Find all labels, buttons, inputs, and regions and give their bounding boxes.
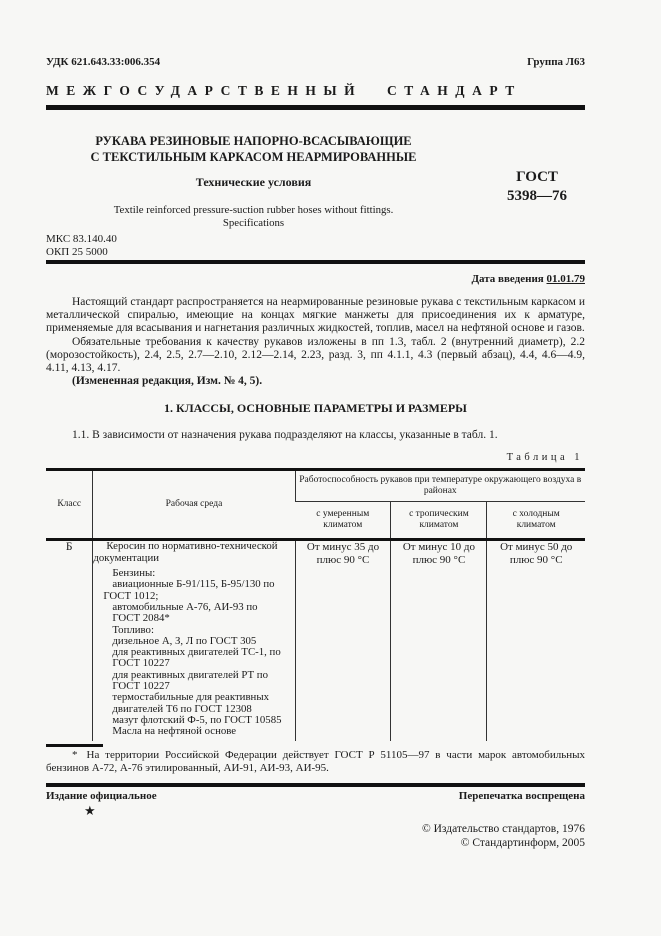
title-line-2: С ТЕКСТИЛЬНЫМ КАРКАСОМ НЕАРМИРОВАННЫЕ	[90, 149, 417, 164]
column-header-tropical-climate: с тропическим климатом	[391, 502, 487, 540]
gost-label: ГОСТ	[516, 169, 558, 185]
media-line: документации	[93, 551, 160, 564]
title-block	[46, 134, 585, 258]
official-edition-label: Издание официальное	[46, 790, 157, 803]
effective-date	[46, 273, 585, 285]
mks-code: МКС 83.140.40	[46, 233, 117, 245]
meta-row	[46, 56, 585, 69]
media-line: ГОСТ 1012;	[103, 589, 159, 602]
okp-code: ОКП 25 5000	[46, 245, 108, 258]
gost-designation	[507, 168, 567, 206]
star-icon: ★	[84, 803, 96, 819]
media-line: автомобильные А-76, АИ-93 по	[112, 600, 258, 613]
group-code: Группа Л63	[527, 56, 585, 68]
column-header-class: Класс	[46, 470, 93, 540]
classification-codes	[46, 233, 585, 258]
table-1	[46, 468, 585, 741]
table-header-row-1	[46, 470, 585, 502]
footnote-marker: *	[72, 749, 78, 762]
copyright-block	[46, 823, 585, 850]
column-header-media: Рабочая среда	[93, 470, 295, 540]
standard-type-banner: МЕЖГОСУДАРСТВЕННЫЙ СТАНДАРТ	[46, 82, 585, 110]
footer-rule	[46, 783, 585, 787]
title-line-1: РУКАВА РЕЗИНОВЫЕ НАПОРНО-ВСАСЫВАЮЩИЕ	[95, 134, 412, 148]
media-line: ГОСТ 10227	[112, 679, 170, 692]
media-line: Бензины:	[112, 567, 156, 580]
media-line: ГОСТ 2084*	[112, 612, 170, 625]
amendment-note: (Измененная редакция, Изм. № 4, 5).	[72, 375, 263, 388]
english-title-line-1: Textile reinforced pressure-suction rubber hoses without fittings.	[113, 204, 394, 216]
footnote	[46, 749, 585, 775]
media-line: мазут флотский Ф-5, по ГОСТ 10585	[112, 713, 282, 726]
cell-temp-moderate: От минус 35 до плюс 90 °С	[295, 540, 391, 742]
effective-date-label: Дата введения	[471, 273, 544, 285]
cell-temp-tropical: От минус 10 до плюс 90 °С	[391, 540, 487, 742]
english-title-line-2: Specifications	[222, 217, 285, 229]
column-header-workability: Работоспособность рукавов при температуре окружающего воздуха в районах	[295, 470, 585, 502]
cell-working-media	[93, 540, 295, 742]
copyright-line-1: © Издательство стандартов, 1976	[421, 823, 585, 836]
cell-class-value: Б	[65, 541, 73, 554]
media-line: дизельное А, З, Л по ГОСТ 305	[112, 634, 257, 647]
title-left-column	[46, 134, 461, 230]
column-header-moderate-climate: с умеренным климатом	[295, 502, 391, 540]
document-title	[46, 134, 461, 165]
media-line: ГОСТ 10227	[112, 657, 170, 670]
media-line: Топливо:	[112, 623, 154, 636]
section-1-heading: 1. КЛАССЫ, ОСНОВНЫЕ ПАРАМЕТРЫ И РАЗМЕРЫ	[164, 401, 467, 416]
gost-number: 5398—76	[507, 188, 567, 204]
media-line: авиационные Б-91/115, Б-95/130 по	[112, 578, 275, 591]
reprint-prohibited-label: Перепечатка воспрещена	[458, 790, 585, 803]
footer-row	[46, 790, 585, 803]
footnote-divider	[46, 744, 103, 747]
scope-paragraph: Настоящий стандарт распространяется на неармированные резиновые рукава с текстильным каркасом и металлической спиралью, имеющие на концах мягкие манжеты для присоединения их к арматуре, применяемые для всасывания и нагнетания различных жидкостей, топлив, масел на нефтяной основе и газов.	[46, 296, 585, 335]
horizontal-rule	[46, 260, 585, 264]
udk-code: УДК 621.643.33:006.354	[46, 56, 161, 68]
copyright-line-2: © Стандартинформ, 2005	[460, 836, 585, 849]
english-title	[46, 204, 461, 230]
media-line: для реактивных двигателей ТС-1, по	[112, 646, 281, 659]
media-line: Масла на нефтяной основе	[112, 725, 237, 738]
media-line: Керосин по нормативно-технической	[106, 540, 278, 553]
cell-temp-cold: От минус 50 до плюс 90 °С	[487, 540, 585, 742]
document-subtitle: Технические условия	[195, 175, 312, 189]
media-line: термостабильные для реактивных	[112, 691, 269, 704]
mandatory-requirements-paragraph: Обязательные требования к качеству рукавов изложены в пп 1.3, табл. 2 (внутренний диаметр), 2.2 (морозостойкость), 2.4, 2.5, 2.7—2.10, 2.12—2.14, 2.23, разд. 3, пп 4.1.1, 4.3 (первый абзац), 4.4, 4.6—4.9, 4.11, 4.13, 4.17.	[46, 335, 585, 375]
table-1-caption: Таблица 1	[506, 452, 583, 464]
column-header-cold-climate: с холодным климатом	[487, 502, 585, 540]
effective-date-value: 01.01.79	[546, 273, 585, 285]
footnote-text: На территории Российской Федерации действует ГОСТ Р 51105—97 в части марок автомобильных бензинов А-72, А-76 этилированный, АИ-91, АИ-93, АИ-95.	[46, 749, 585, 775]
media-line: двигателей Т6 по ГОСТ 12308	[112, 702, 252, 715]
clause-1-1: 1.1. В зависимости от назначения рукава подразделяют на классы, указанные в табл. 1.	[72, 429, 498, 442]
media-line: для реактивных двигателей РТ по	[112, 668, 268, 681]
table-row	[46, 540, 585, 742]
